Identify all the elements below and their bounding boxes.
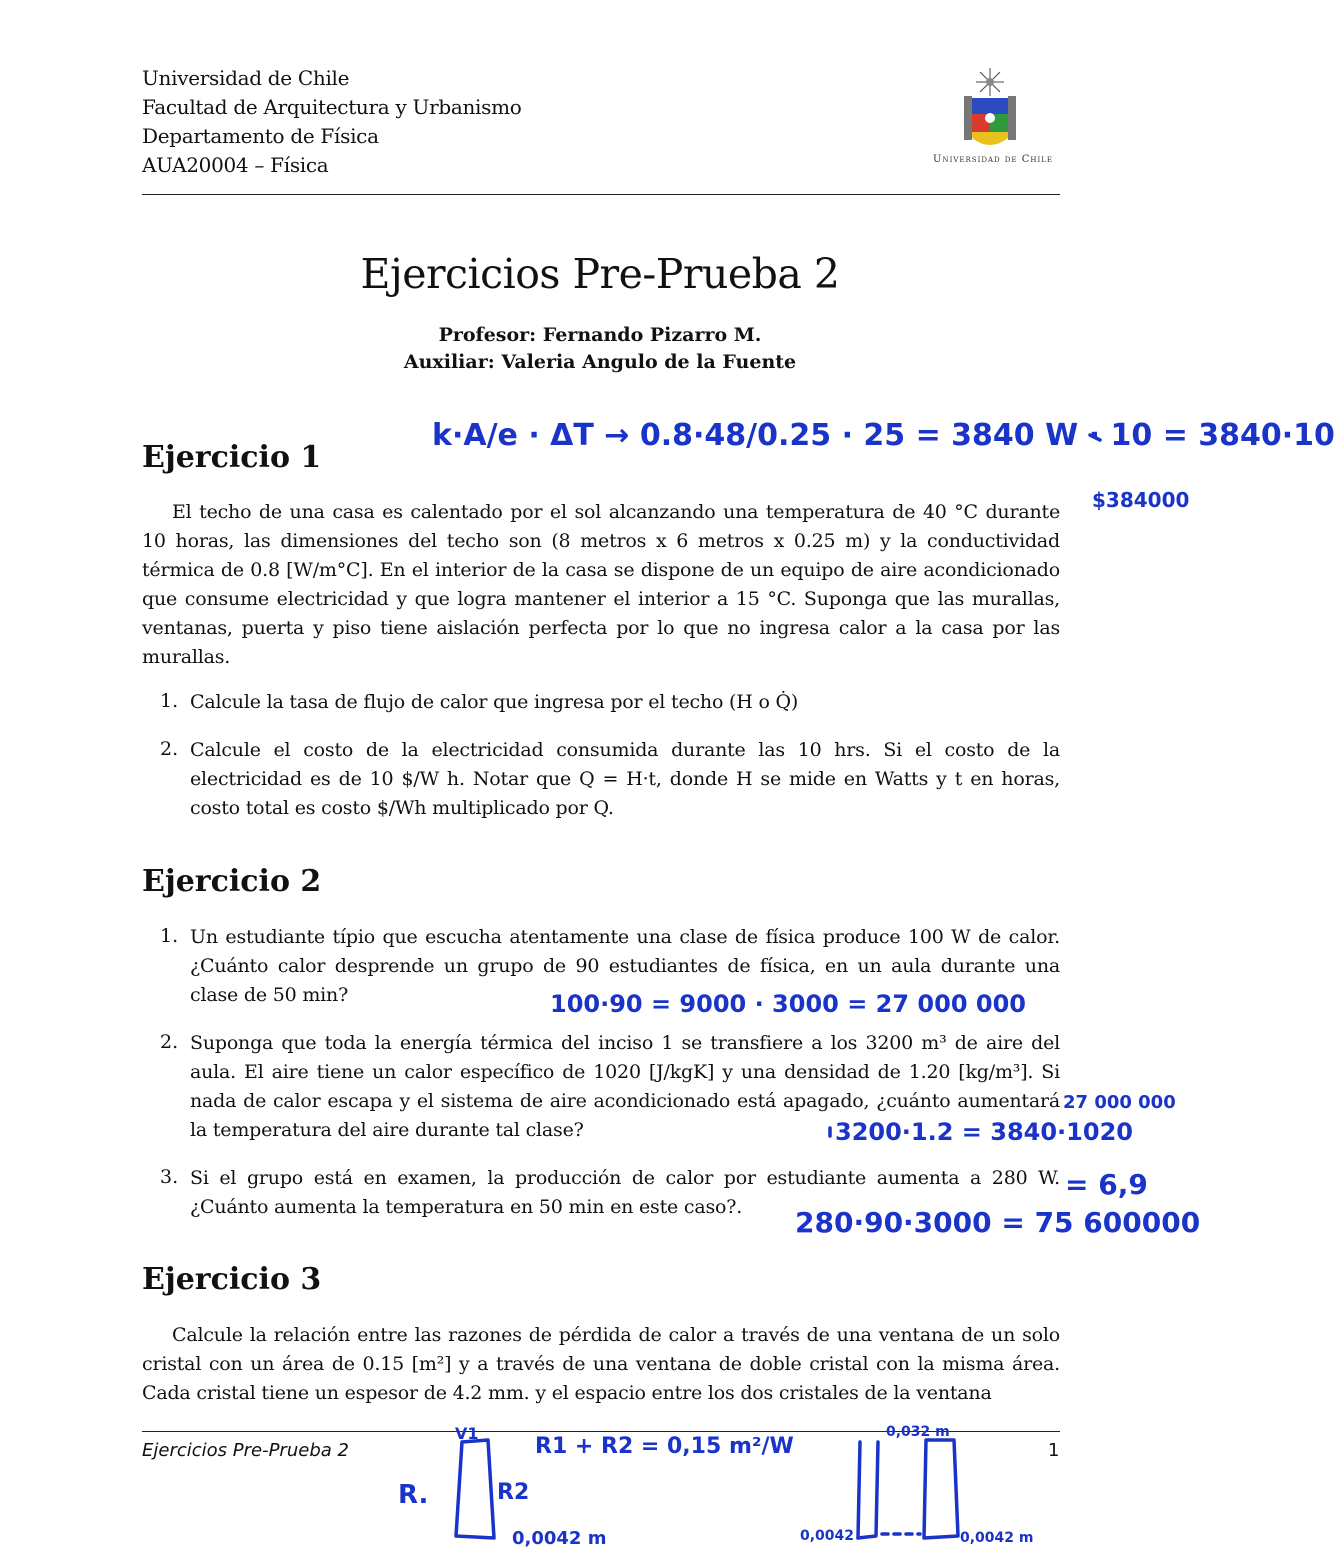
assistant-line: Auxiliar: Valeria Angulo de la Fuente <box>403 351 797 373</box>
handwritten-ex2-q1: 100·90 = 9000 · 3000 = 27 000 000 <box>550 990 1026 1018</box>
handwritten-v1: V1 <box>455 1424 479 1443</box>
handwritten-ex2-q3-calc: 280·90·3000 = 75 600000 <box>795 1206 1201 1239</box>
handwritten-thickness: 0,0042 m <box>512 1528 607 1549</box>
ex2-item-3-number: 3. <box>160 1166 179 1188</box>
footer-label: Ejercicios Pre-Prueba 2 <box>142 1440 349 1461</box>
handwritten-ex2-q2-total: 27 000 000 <box>1063 1092 1176 1113</box>
handwritten-ex1-calc: k·A/e · ΔT → 0.8·48/0.25 · 25 = 3840 W · 10 = 3840·10 <box>432 418 1335 453</box>
handwritten-ex1-total: $384000 <box>1092 488 1190 512</box>
logo-caption: Universidad de Chile <box>933 154 1053 165</box>
handwritten-ex2-q2-calc: 3200·1.2 = 3840·1020 <box>835 1118 1133 1146</box>
ex2-item-2-number: 2. <box>160 1031 179 1053</box>
ex1-body: El techo de una casa es calentado por el sol alcanzando una temperatura de 40 °C durante 10 horas, las dimensiones del techo son (8 metros x 6 metros x 0.25 m) y la conductividad térmica de 0.8 [W/m°C]. En el interior de la casa se dispone de un equipo de aire acondicionado que consume electricidad y que logra mantener el interior a 15 °C. Suponga que las murallas, ventanas, puerta y piso tiene aislación perfecta por lo que no ingresa calor a la casa por las murallas. <box>142 501 1060 668</box>
handwritten-left-thickness: 0,0042 <box>800 1528 855 1544</box>
ex3-body: Calcule la relación entre las razones de pérdida de calor a través de una ventana de un solo cristal con un área de 0.15 [m²] y a través de una ventana de doble cristal con la misma área. Cada cristal tiene un espesor de 4.2 mm. y el espacio entre los dos cristales de la ventana <box>142 1324 1060 1404</box>
ex2-item-2: Suponga que toda la energía térmica del inciso 1 se transfiere a los 3200 m³ de aire del aula. El aire tiene un calor específico de 1020 [J/kgK] y una densidad de 1.20 [kg/m³]. Si nada de calor escapa y el sistema de aire acondicionado está apagado, ¿cuánto aumentará la temperatura del aire durante tal clase? <box>190 1032 1060 1141</box>
handwritten-gap: 0,032 m <box>886 1424 950 1440</box>
ex1-item-2-number: 2. <box>160 738 179 760</box>
ex1-heading: Ejercicio 1 <box>142 440 322 475</box>
header-course: AUA20004 – Física <box>142 153 329 177</box>
ex2-item-1: Un estudiante típio que escucha atentamente una clase de física produce 100 W de calor. ¿Cuánto calor desprende un grupo de 90 estudiantes de física, en un aula durante una clase de 50 min? <box>190 926 1060 1006</box>
ex3-heading: Ejercicio 3 <box>142 1262 322 1297</box>
double-pane-left-edge <box>858 1442 860 1538</box>
handwritten-right-thickness: 0,0042 m <box>960 1530 1034 1546</box>
ex1-item-2: Calcule el costo de la electricidad consumida durante las 10 hrs. Si el costo de la electricidad es de 10 $/W h. Notar que Q = H·t, donde H se mide en Watts y t en horas, costo total es costo $/Wh multiplicado por Q. <box>190 739 1060 819</box>
header-university: Universidad de Chile <box>142 66 350 90</box>
professor-line: Profesor: Fernando Pizarro M. <box>438 324 762 346</box>
single-pane-sketch <box>456 1440 494 1538</box>
ex1-item-1-number: 1. <box>160 690 179 712</box>
ink-mark <box>1090 435 1100 440</box>
handwritten-r2: R2 <box>497 1480 530 1505</box>
handwritten-resistance-sum: R1 + R2 = 0,15 m²/W <box>535 1434 794 1459</box>
page-number: 1 <box>1048 1440 1060 1461</box>
handwritten-r1: R. <box>398 1480 429 1510</box>
header-faculty: Facultad de Arquitectura y Urbanismo <box>142 95 522 119</box>
ex1-item-1: Calcule la tasa de flujo de calor que ingresa por el techo (H o Q̇) <box>190 691 799 713</box>
handwritten-ex2-q3-result: = 6,9 <box>1065 1168 1148 1201</box>
page-title: Ejercicios Pre-Prueba 2 <box>360 250 840 298</box>
ex2-item-3: Si el grupo está en examen, la producción de calor por estudiante aumenta a 280 W. ¿Cuánto aumenta la temperatura en 50 min en este caso?. <box>190 1167 1060 1218</box>
double-pane-right-glass <box>924 1440 958 1538</box>
header-department: Departamento de Física <box>142 124 379 148</box>
ex2-heading: Ejercicio 2 <box>142 864 322 899</box>
ex2-item-1-number: 1. <box>160 925 179 947</box>
